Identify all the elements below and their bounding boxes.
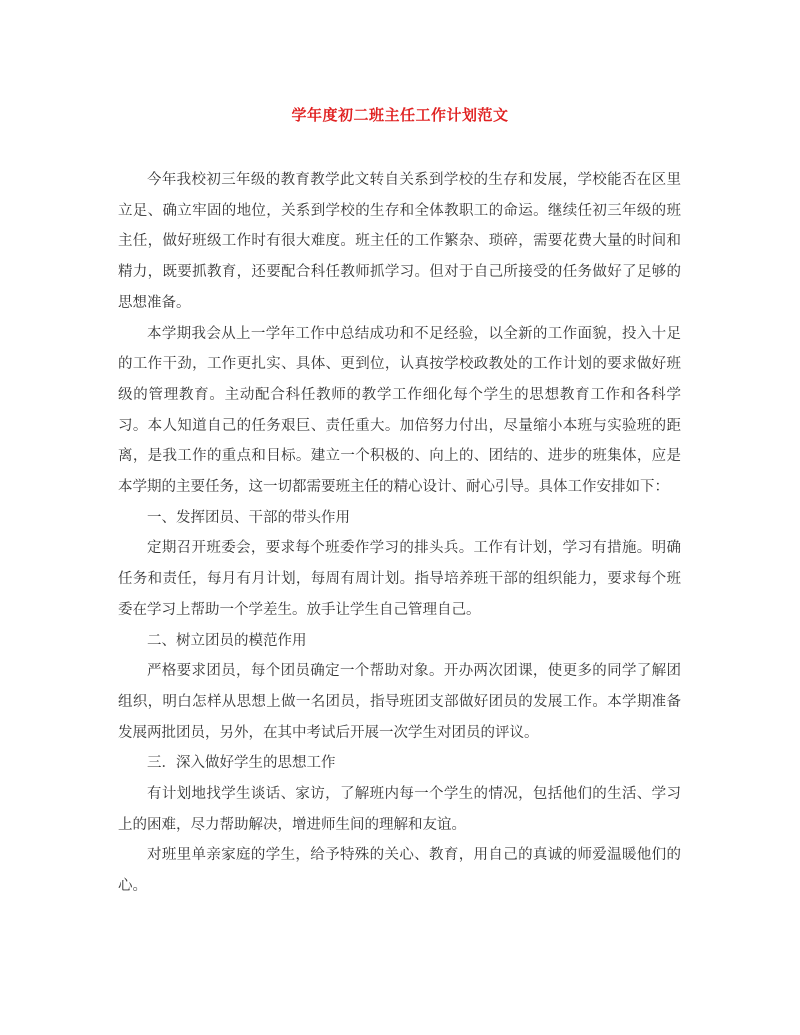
paragraph: 定期召开班委会，要求每个班委作学习的排头兵。工作有计划，学习有措施。明确任务和责任，每月有月计划，每周有周计划。指导培养班干部的组织能力，要求每个班委在学习上帮助一个学差生。放手让学生自己管理自己。: [118, 540, 681, 618]
section-heading: 二、树立团员的模范作用: [147, 632, 307, 649]
section-heading: 三．深入做好学生的思想工作: [147, 755, 336, 772]
paragraph: 有计划地找学生谈话、家访，了解班内每一个学生的情况，包括他们的生活、学习上的困难，尽力帮助解决，增进师生间的理解和友谊。: [118, 786, 681, 833]
paragraph: 本学期我会从上一学年工作中总结成功和不足经验，以全新的工作面貌，投入十足的工作干劲，工作更扎实、具体、更到位，认真按学校政教处的工作计划的要求做好班级的管理教育。主动配合科任教师的教学工作细化每个学生的思想教育工作和各科学习。本人知道自己的任务艰巨、责任重大。加倍努力付出，尽量缩小本班与实验班的距离，是我工作的重点和目标。建立一个积极的、向上的、团结的、进步的班集体，应是本学期的主要任务，这一切都需要班主任的精心设计、耐心引导。具体工作安排如下：: [118, 325, 681, 496]
document-body: [118, 165, 681, 902]
document-title: 学年度初二班主任工作计划范文: [291, 106, 509, 124]
paragraph: 严格要求团员，每个团员确定一个帮助对象。开办两次团课，使更多的同学了解团组织，明白怎样从思想上做一名团员，指导班团支部做好团员的发展工作。本学期准备发展两批团员，另外，在其中考试后开展一次学生对团员的评议。: [118, 663, 681, 741]
paragraph: 对班里单亲家庭的学生，给予特殊的关心、教育，用自己的真诚的师爱温暖他们的心。: [118, 847, 681, 895]
section-heading: 一、发挥团员、干部的带头作用: [147, 509, 350, 526]
paragraph: 今年我校初三年级的教育教学此文转自关系到学校的生存和发展，学校能否在区里立足、确立牢固的地位，关系到学校的生存和全体教职工的命运。继续任初三年级的班主任，做好班级工作时有很大难度。班主任的工作繁杂、琐碎，需要花费大量的时间和精力，既要抓教育，还要配合科任教师抓学习。但对于自己所接受的任务做好了足够的思想准备。: [118, 172, 681, 311]
